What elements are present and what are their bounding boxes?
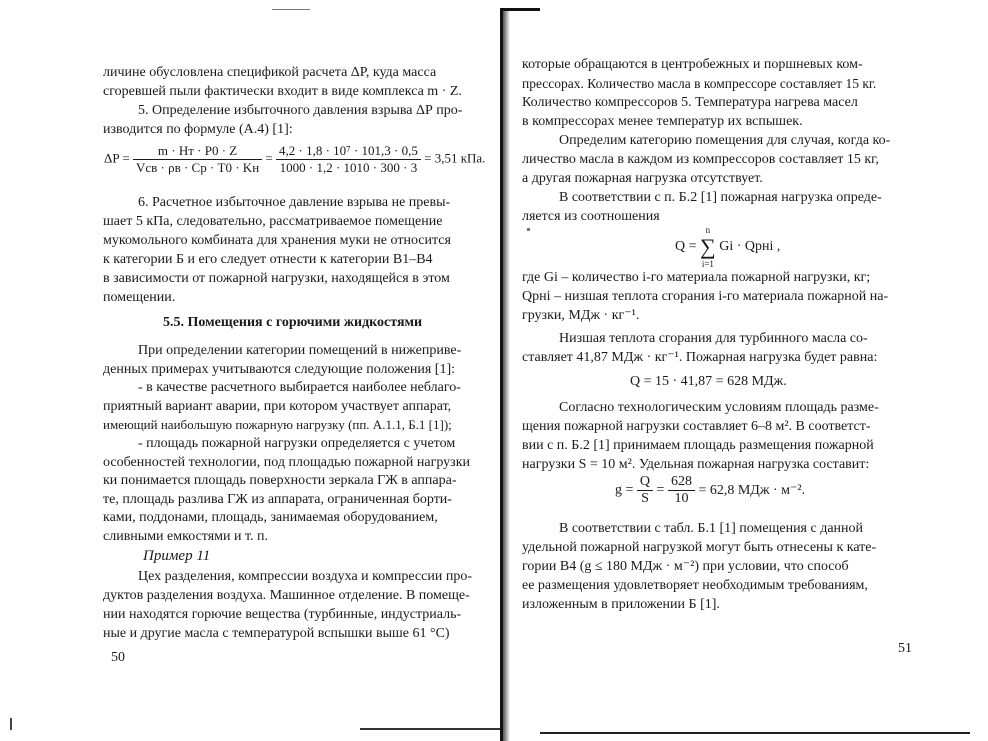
text-line: Qрнi – низшая теплота сгорания i-го материала пожарной на-	[522, 289, 889, 304]
formula-numerator: 4,2 · 1,8 · 10⁷ · 101,3 · 0,5	[276, 143, 421, 160]
text-line: мукомольного комбината для хранения муки не относится	[103, 233, 451, 248]
pressure-formula	[104, 143, 485, 176]
text-line: Согласно технологическим условиям площадь разме-	[559, 400, 879, 415]
fire-load-equation: Q = 15 · 41,87 = 628 МДж.	[630, 374, 787, 389]
text-line: денных примерах учитываются следующие положения [1]:	[103, 362, 455, 377]
page-number: 51	[898, 641, 912, 656]
right-page	[500, 0, 988, 741]
text-line: в компрессорах менее температур их вспышек.	[522, 114, 803, 129]
text-line: Количество компрессоров 5. Температура нагрева масел	[522, 95, 858, 110]
example-heading: Пример 11	[143, 548, 211, 564]
scan-speck	[272, 9, 310, 10]
formula-equals: =	[656, 482, 665, 498]
formula-result: = 62,8 МДж · м⁻².	[698, 483, 806, 498]
text-line: помещении.	[103, 290, 176, 305]
specific-load-formula	[615, 474, 805, 507]
text-line: где Gi – количество i-го материала пожарной нагрузки, кг;	[522, 270, 871, 285]
text-line: нии находятся горючие вещества (турбинные, индустриаль-	[103, 607, 462, 622]
text-line: ками, поддонами, площадь, занимаемая оборудованием,	[103, 510, 438, 525]
text-line: - в качестве расчетного выбирается наиболее неблаго-	[138, 380, 461, 395]
text-line: удельной пожарной нагрузкой могут быть отнесены к кате-	[522, 540, 877, 555]
text-line: к категории Б и его следует отнести к категории В1–В4	[103, 252, 433, 267]
text-line: личине обусловлена спецификой расчета ΔР, куда масса	[103, 65, 437, 80]
formula-lhs: g =	[615, 482, 634, 498]
text-line: вии с п. Б.2 [1] принимаем площадь размещения пожарной	[522, 438, 874, 453]
text-line: а другая пожарная нагрузка отсутствует.	[522, 171, 763, 186]
text-line: 5. Определение избыточного давления взрыва ΔР про-	[138, 103, 463, 118]
sigma-symbol	[700, 224, 716, 270]
text-line: гории В4 (g ≤ 180 МДж · м⁻²) при условии, что способ	[522, 559, 849, 574]
text-line: которые обращаются в центробежных и поршневых ком-	[522, 57, 863, 72]
text-line: нагрузки S = 10 м². Удельная пожарная нагрузка составит:	[522, 457, 870, 472]
formula-fraction	[637, 474, 653, 507]
text-line: ные и другие масла с температурой вспышки выше 61 °С)	[103, 626, 450, 641]
text-line: сгоревшей пыли фактически входит в виде комплекса m · Z.	[103, 84, 462, 99]
text-line: щения пожарной нагрузки составляет 6–8 м². В соответст-	[522, 419, 871, 434]
text-line: имеющий наибольшую пожарную нагрузку (пп. А.1.1, Б.1 [1]);	[103, 417, 452, 432]
page-edge	[10, 718, 12, 730]
sigma-upper-limit: n	[705, 225, 711, 235]
fire-load-sum-formula	[675, 224, 780, 270]
sigma-icon: ∑	[700, 234, 716, 259]
formula-fraction	[133, 143, 262, 176]
text-line: 6. Расчетное избыточное давление взрыва не превы-	[138, 195, 451, 210]
page-number: 50	[111, 650, 125, 665]
sigma-lower-limit: i=1	[701, 259, 714, 269]
text-line: Определим категорию помещения для случая, когда ко-	[559, 133, 891, 148]
text-line: шает 5 кПа, следовательно, рассматриваемое помещение	[103, 214, 443, 229]
formula-denominator: S	[641, 491, 649, 506]
text-line: дуктов разделения воздуха. Машинное отделение. В помеще-	[103, 588, 470, 603]
formula-equals: =	[265, 150, 273, 166]
text-line: те, площадь разлива ГЖ из аппарата, ограниченная борти-	[103, 492, 452, 507]
text-line: ставляет 41,87 МДж · кг⁻¹. Пожарная нагрузка будет равна:	[522, 350, 878, 365]
text-line: Цех разделения, компрессии воздуха и компрессии про-	[138, 569, 472, 584]
formula-numerator: 628	[668, 474, 695, 491]
page-edge	[360, 728, 500, 730]
text-line: прессорах. Количество масла в компрессоре составляет 15 кг.	[522, 76, 877, 91]
text-line: ее размещения удовлетворяет необходимым требованиям,	[522, 578, 868, 593]
text-line: приятный вариант аварии, при котором участвует аппарат,	[103, 399, 452, 414]
formula-fraction	[276, 143, 421, 176]
formula-denominator: Vсв · ρв · Cр · T0 · Kн	[135, 160, 260, 175]
text-line: ки понимается площадь поверхности зеркала ГЖ в аппара-	[103, 473, 457, 488]
formula-numerator: Q	[637, 474, 653, 491]
text-line: изводится по формуле (А.4) [1]:	[103, 122, 293, 137]
text-line: При определении категории помещений в нижеприве-	[138, 343, 462, 358]
formula-body: Gi · Qрнi ,	[719, 239, 781, 254]
text-line: грузки, МДж · кг⁻¹.	[522, 308, 640, 323]
formula-result: = 3,51 кПа.	[424, 150, 486, 166]
formula-denominator: 10	[674, 491, 689, 506]
text-line: В соответствии с п. Б.2 [1] пожарная нагрузка опреде-	[559, 190, 882, 205]
formula-numerator: m · Hт · P0 · Z	[133, 143, 262, 160]
text-line: в зависимости от пожарной нагрузки, находящейся в этом	[103, 271, 450, 286]
text-line: ляется из соотношения	[522, 209, 660, 224]
text-line: Низшая теплота сгорания для турбинного масла со-	[559, 331, 868, 346]
text-line: личество масла в каждом из компрессоров составляет 15 кг,	[522, 152, 879, 167]
text-line: В соответствии с табл. Б.1 [1] помещения с данной	[559, 521, 864, 536]
formula-lhs: Q =	[675, 239, 697, 254]
text-line: - площадь пожарной нагрузки определяется с учетом	[138, 436, 456, 451]
formula-denominator: 1000 · 1,2 · 1010 · 300 · 3	[279, 160, 418, 175]
formula-fraction	[668, 474, 695, 507]
text-line: изложенным в приложении Б [1].	[522, 597, 720, 612]
formula-lhs: ΔP =	[104, 150, 130, 166]
text-line: сливными емкостями и т. п.	[103, 529, 269, 544]
section-heading: 5.5. Помещения с горючими жидкостями	[163, 315, 423, 330]
text-line: особенностей технологии, под площадью пожарной нагрузки	[103, 455, 471, 470]
